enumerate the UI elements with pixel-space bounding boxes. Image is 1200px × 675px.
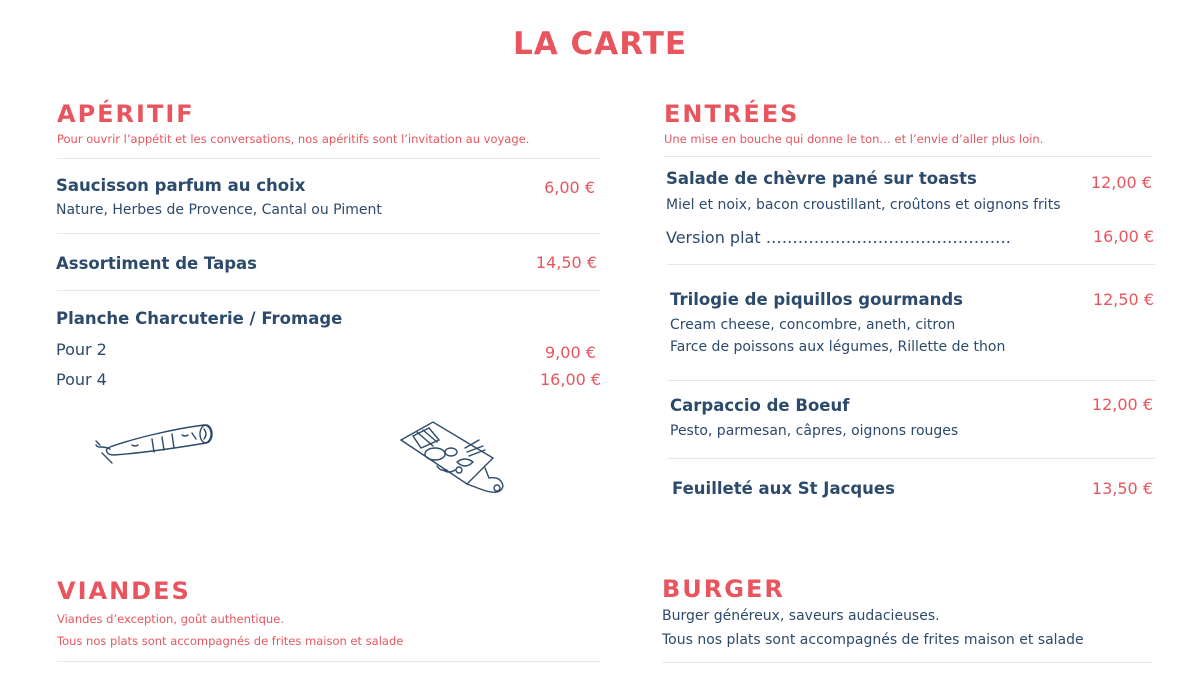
- divider: [667, 264, 1155, 265]
- item-name: Salade de chèvre pané sur toasts: [666, 169, 977, 188]
- item-name: Assortiment de Tapas: [56, 254, 257, 273]
- menu-item: [670, 290, 1156, 358]
- variant-label: Pour 2: [56, 340, 107, 359]
- divider: [667, 380, 1155, 381]
- item-price: 14,50 €: [535, 253, 597, 272]
- section-subtitle: Viandes d’exception, goût authentique.: [57, 612, 284, 626]
- divider: [57, 661, 600, 662]
- section-subtitle: Burger généreux, saveurs audacieuses.: [662, 608, 940, 624]
- item-description: Farce de poissons aux légumes, Rillette de thon: [670, 339, 1006, 355]
- divider: [667, 458, 1155, 459]
- divider: [662, 662, 1152, 663]
- charcuterie-board-icon: [393, 418, 508, 498]
- item-name: Trilogie de piquillos gourmands: [670, 290, 964, 309]
- section-aperitif: [57, 100, 602, 148]
- variant-price: 16,00 €: [1093, 227, 1155, 246]
- item-name: Saucisson parfum au choix: [56, 176, 306, 195]
- menu-item: [56, 254, 600, 273]
- menu-item: [56, 309, 600, 328]
- variant-price: 16,00 €: [540, 370, 602, 389]
- saucisson-icon: [92, 415, 217, 465]
- item-description: Miel et noix, bacon croustillant, croûtons et oignons frits: [666, 197, 1061, 213]
- item-description: Pesto, parmesan, câpres, oignons rouges: [670, 423, 959, 439]
- variant-price: 9,00 €: [545, 343, 596, 362]
- divider: [57, 290, 600, 291]
- item-price: 13,50 €: [1091, 479, 1153, 498]
- item-name: Carpaccio de Boeuf: [670, 396, 850, 415]
- section-viandes: [57, 577, 602, 652]
- item-price: 12,50 €: [1092, 290, 1154, 309]
- divider: [57, 158, 600, 159]
- menu-item: [56, 176, 600, 221]
- item-price: 6,00 €: [544, 178, 595, 197]
- item-price: 12,00 €: [1090, 173, 1152, 192]
- menu-item: [672, 479, 1156, 498]
- section-heading: ENTRÉES: [664, 100, 800, 128]
- divider: [664, 156, 1152, 157]
- section-burger: [662, 575, 1162, 652]
- item-name: Planche Charcuterie / Fromage: [56, 309, 343, 328]
- section-subtitle: Tous nos plats sont accompagnés de frites maison et salade: [57, 634, 404, 648]
- menu-item: [670, 396, 1156, 442]
- variant-label: Pour 4: [56, 370, 107, 389]
- item-description: Nature, Herbes de Provence, Cantal ou Piment: [56, 202, 382, 218]
- section-subtitle: Tous nos plats sont accompagnés de frites maison et salade: [662, 632, 1084, 648]
- section-subtitle: Une mise en bouche qui donne le ton… et l’envie d’aller plus loin.: [664, 132, 1044, 146]
- section-heading: APÉRITIF: [57, 100, 195, 128]
- item-description: Cream cheese, concombre, aneth, citron: [670, 317, 956, 333]
- variant-label: Version plat ……………………………………….: [666, 228, 1011, 247]
- divider: [57, 233, 600, 234]
- item-name: Feuilleté aux St Jacques: [672, 479, 895, 498]
- section-subtitle: Pour ouvrir l’appétit et les conversations, nos apéritifs sont l’invitation au voyage.: [57, 132, 530, 146]
- section-heading: VIANDES: [57, 577, 191, 605]
- section-heading: BURGER: [662, 575, 785, 603]
- menu-item: [666, 169, 1152, 216]
- page-title: LA CARTE: [512, 26, 688, 62]
- section-entrees: [664, 100, 1164, 148]
- item-price: 12,00 €: [1091, 395, 1153, 414]
